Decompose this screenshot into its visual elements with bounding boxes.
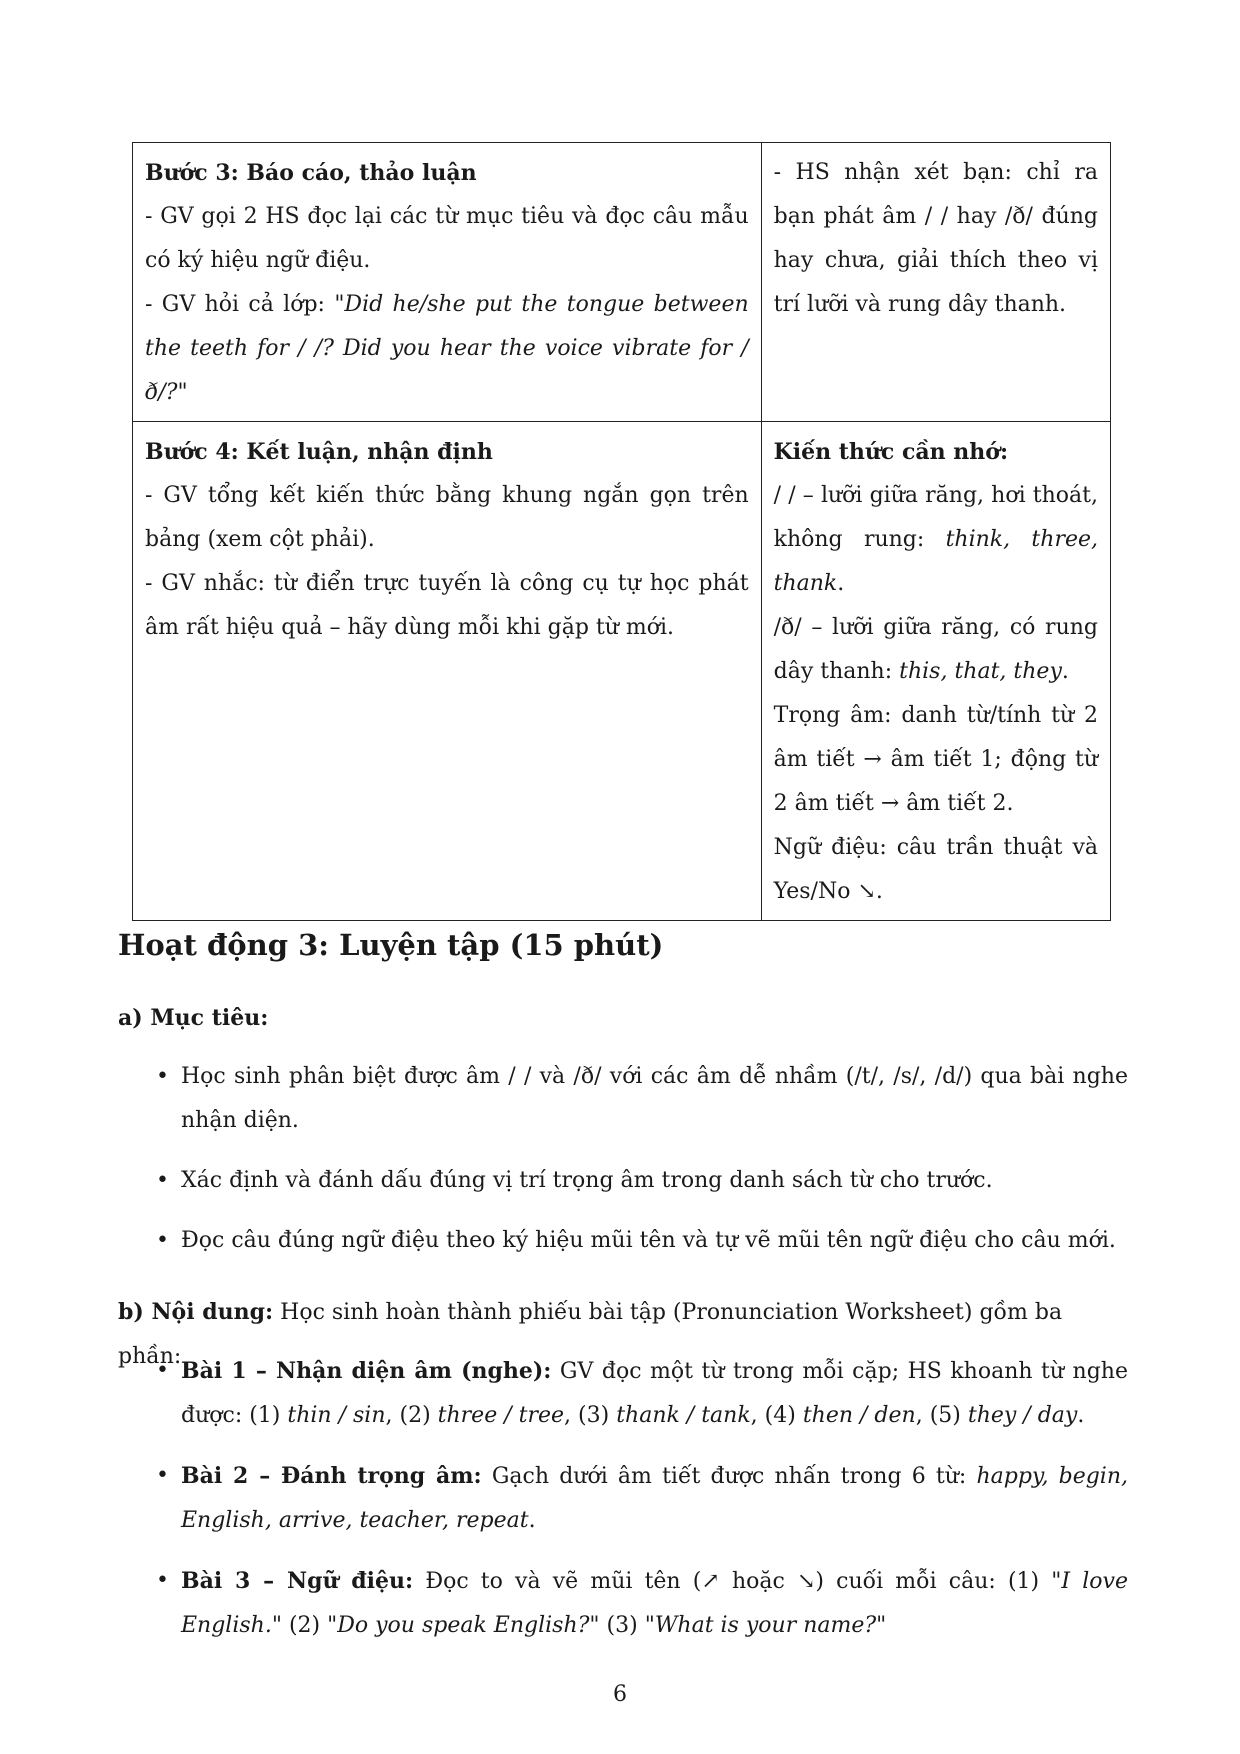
exercise-3-label: Bài 3 – Ngữ điệu: xyxy=(181,1568,414,1594)
step-3-line-2-prefix: - GV hỏi cả lớp: xyxy=(145,292,335,317)
knowledge-item-th-voiced xyxy=(774,606,1098,694)
word-pair: thank / tank xyxy=(616,1403,751,1428)
separator: , (2) xyxy=(385,1403,438,1428)
sentence-quote: "Do you speak English?" xyxy=(327,1613,600,1638)
list-item: • Xác định và đánh dấu đúng vị trí trọng âm trong danh sách từ cho trước. xyxy=(118,1159,1128,1203)
knowledge-cell xyxy=(761,422,1110,921)
objectives-list xyxy=(118,1055,1128,1263)
objectives-label: a) Mục tiêu: xyxy=(118,1005,269,1031)
word-pair: then / den xyxy=(802,1403,916,1428)
exercise-2-label: Bài 2 – Đánh trọng âm: xyxy=(181,1463,482,1489)
step-3-student-cell xyxy=(761,143,1110,422)
exercise-1-end: . xyxy=(1077,1403,1085,1428)
exercise-1-text: GV đọc một từ trong mỗi cặp; HS khoanh từ nghe được: (1) xyxy=(181,1359,1128,1428)
page-number: 6 xyxy=(613,1682,627,1707)
activity-steps-table xyxy=(132,142,1111,921)
exercise-1 xyxy=(118,1349,1128,1438)
separator: , (4) xyxy=(750,1403,803,1428)
exercise-3 xyxy=(118,1559,1128,1648)
step-4-line-2: - GV nhắc: từ điển trực tuyến là công cụ tự học phát âm rất hiệu quả – hãy dùng mỗi khi gặp từ mới. xyxy=(145,571,749,640)
knowledge-th-voiceless-examples: think, three, thank xyxy=(773,527,1098,596)
knowledge-th-voiced-end: . xyxy=(1061,659,1069,684)
exercise-2-end: . xyxy=(528,1508,536,1533)
step-4-line-1: - GV tổng kết kiến thức bằng khung ngắn gọn trên bảng (xem cột phải). xyxy=(145,483,749,552)
exercise-2-text: Gạch dưới âm tiết được nhấn trong 6 từ: xyxy=(481,1464,977,1489)
separator: (3) xyxy=(599,1613,645,1638)
word-pair: thin / sin xyxy=(287,1403,386,1428)
exercise-3-text: Đọc to và vẽ mũi tên (↗ hoặc ↘) cuối mỗi câu: (1) xyxy=(413,1569,1052,1594)
list-item: • Đọc câu đúng ngữ điệu theo ký hiệu mũi tên và tự vẽ mũi tên ngữ điệu cho câu mới. xyxy=(118,1219,1128,1263)
separator: , (3) xyxy=(564,1403,617,1428)
content-text: Học sinh hoàn thành phiếu bài tập (Pronunciation Worksheet) gồm ba phần: xyxy=(118,1300,1063,1369)
exercise-2 xyxy=(118,1454,1128,1543)
sentence-quote: "What is your name?" xyxy=(644,1613,887,1638)
table-row xyxy=(133,422,1111,921)
step-4-heading: Bước 4: Kết luận, nhận định xyxy=(145,439,493,465)
knowledge-item-intonation: Ngữ điệu: câu trần thuật và Yes/No ↘. xyxy=(773,835,1098,904)
step-3-line-1: - GV gọi 2 HS đọc lại các từ mục tiêu và đọc câu mẫu có ký hiệu ngữ điệu. xyxy=(145,204,749,273)
exercise-list xyxy=(118,1349,1128,1648)
word-pair: they / day xyxy=(967,1403,1078,1428)
table-row xyxy=(133,143,1111,422)
separator: (2) xyxy=(281,1613,328,1638)
exercise-2-words: happy, begin, English, arrive, teacher, repeat xyxy=(181,1464,1128,1533)
step-4-cell xyxy=(133,422,762,921)
knowledge-th-voiced-text: /ð/ – lưỡi giữa răng, có rung dây thanh: xyxy=(773,615,1098,684)
sentence-quote: "I love English." xyxy=(181,1569,1128,1638)
list-item: • Học sinh phân biệt được âm / / và /ð/ với các âm dễ nhầm (/t/, /s/, /d/) qua bài nghe nhận diện. xyxy=(118,1055,1128,1143)
step-3-line-2 xyxy=(145,283,749,415)
knowledge-item-th-voiceless xyxy=(774,474,1098,606)
knowledge-item-stress: Trọng âm: danh từ/tính từ 2 âm tiết → âm tiết 1; động từ 2 âm tiết → âm tiết 2. xyxy=(773,703,1098,816)
word-pair: three / tree xyxy=(437,1403,565,1428)
separator: , (5) xyxy=(915,1403,968,1428)
section-title: Hoạt động 3: Luyện tập (15 phút) xyxy=(118,928,664,962)
step-3-heading: Bước 3: Báo cáo, thảo luận xyxy=(145,160,477,186)
knowledge-th-voiceless-end: . xyxy=(837,571,845,596)
content-label: b) Nội dung: xyxy=(118,1299,274,1325)
step-3-cell xyxy=(133,143,762,422)
step-3-student-text: - HS nhận xét bạn: chỉ ra bạn phát âm / / hay /ð/ đúng hay chưa, giải thích theo vị trí lưỡi và rung dây thanh. xyxy=(773,160,1098,317)
step-3-question-quote: "Did he/she put the tongue between the teeth for / /? Did you hear the voice vibrate for /ð/?" xyxy=(145,292,749,405)
knowledge-th-voiceless-text: / / – lưỡi giữa răng, hơi thoát, không rung: xyxy=(773,483,1098,552)
knowledge-th-voiced-examples: this, that, they xyxy=(899,659,1062,684)
knowledge-heading: Kiến thức cần nhớ: xyxy=(773,439,1009,465)
exercise-1-label: Bài 1 – Nhận diện âm (nghe): xyxy=(181,1358,552,1384)
